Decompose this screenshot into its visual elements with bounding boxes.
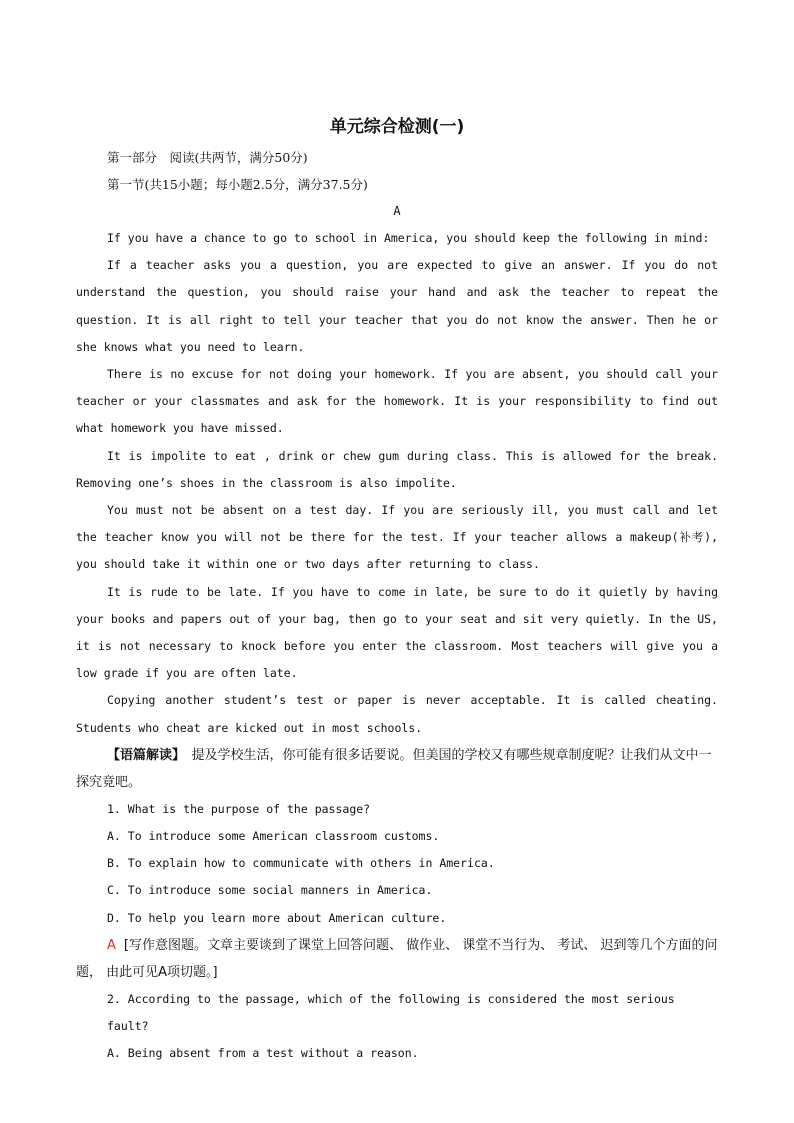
question-1-option-b: B. To explain how to communicate with others in America. [107, 856, 495, 871]
question-2-option-a: A. Being absent from a test without a reason. [107, 1046, 419, 1061]
commentary-text: 提及学校生活，你可能有很多话要说。但美国的学校又有哪些规章制度呢？让我们从文中一探究竟吧。 [76, 747, 712, 790]
passage-label: A [393, 204, 401, 218]
passage-paragraph-4: It is impolite to eat , drink or chew gum during class. This is allowed for the break. Removing one’s shoes in the classroom is also impolite. [76, 448, 718, 490]
passage-paragraph-1: If you have a chance to go to school in America, you should keep the following in mind: [107, 231, 710, 245]
section-node-heading: 第一节(共15小题；每小题2.5分，满分37.5分) [107, 177, 368, 192]
page-title: 单元综合检测(一) [329, 117, 465, 137]
question-1-option-c: C. To introduce some social manners in America. [107, 883, 433, 898]
question-1-answer [76, 932, 718, 986]
document-page [76, 112, 718, 1067]
answer-explanation: [写作意图题。文章主要谈到了课堂上回答问题、 做作业、 课堂不当行为、 考试、 迟到等几个方面的问题， 由此可见A项切题。] [76, 937, 718, 980]
question-2-stem: 2. According to the passage, which of the following is considered the most serious fault? [107, 991, 675, 1034]
passage-paragraph-3: There is no excuse for not doing your homework. If you are absent, you should call your teacher or your classmates and ask for the homework. It is your responsibility to find out what homework you have missed. [76, 367, 718, 436]
passage-paragraph-6: It is rude to be late. If you have to come in late, be sure to do it quietly by having your books and papers out of your bag, then go to your seat and sit very quietly. In the US, it is not necessary to knock before you enter the classroom. Most teachers will give you a low grade if you are often late. [76, 584, 718, 681]
section-part-heading: 第一部分 阅读(共两节，满分50分) [107, 150, 308, 165]
passage-commentary [76, 742, 718, 796]
passage-paragraph-7: Copying another student’s test or paper is never acceptable. It is called cheating. Students who cheat are kicked out in most schools. [76, 693, 718, 735]
commentary-tag: 【语篇解读】 [107, 747, 179, 763]
question-1-stem: 1. What is the purpose of the passage? [107, 801, 371, 816]
passage-paragraph-5: You must not be absent on a test day. If you are seriously ill, you must call and let the teacher know you will not be there for the test. If your teacher allows a makeup(补考), you should take it within one or two days after returning to class. [76, 503, 718, 572]
question-1-option-a: A. To introduce some American classroom customs. [107, 829, 440, 844]
passage-paragraph-2: If a teacher asks you a question, you are expected to give an answer. If you do not understand the question, you should raise your hand and ask the teacher to repeat the question. It is all right to tell your teacher that you do not know the answer. Then he or she knows what you need to learn. [76, 258, 718, 354]
answer-letter: A [107, 937, 116, 953]
question-1-option-d: D. To help you learn more about American culture. [107, 910, 447, 925]
